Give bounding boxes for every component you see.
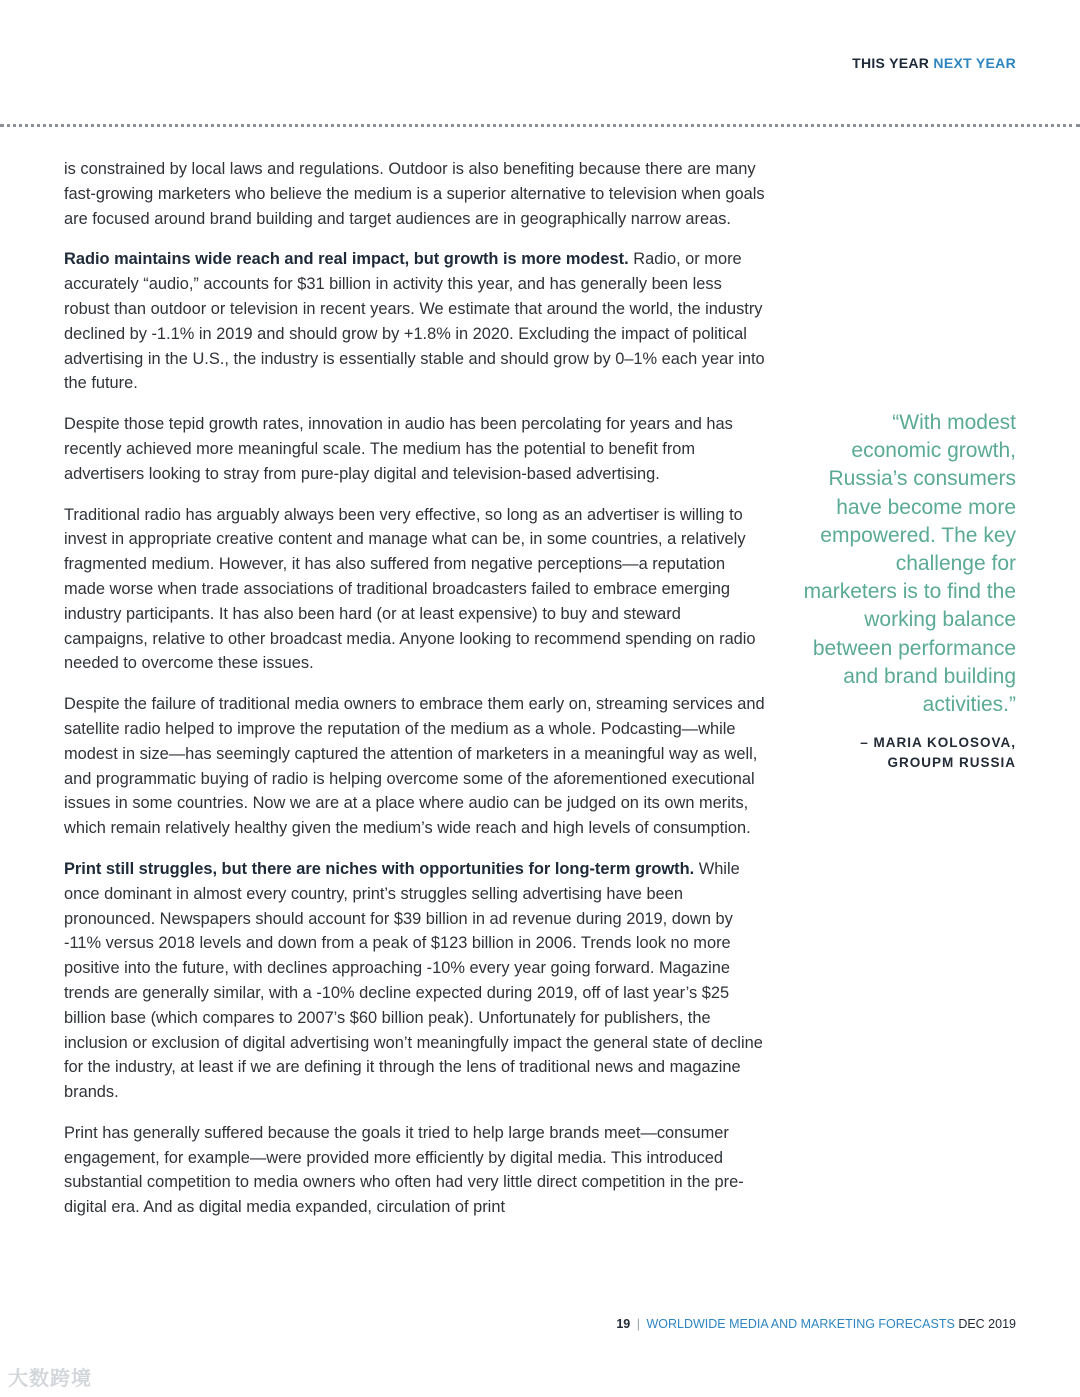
quote-org: GROUPM RUSSIA — [887, 755, 1016, 771]
page-footer — [616, 1317, 1016, 1331]
print-text: While once dominant in almost every country, print’s struggles selling advertising have been pronounced. Newspapers should account for $39 billion in ad revenue during 2019, down by -11% versus 2018 levels and down from a peak of $123 billion in 2006. Trends look no more positive into the future, with declines approaching -10% every year going forward. Magazine trends are generally similar, with a -10% decline expected during 2019, off of last year’s $25 billion base (which compares to 2007’s $60 billion peak). Unfortunately for publishers, the inclusion or exclusion of digital advertising won’t meaningfully impact the general state of decline for the industry, at least if we are defining it through the lens of traditional news and magazine brands. — [64, 859, 763, 1102]
next-year-label: NEXT YEAR — [933, 55, 1016, 71]
radio-heading: Radio maintains wide reach and real impact, but growth is more modest. — [64, 250, 629, 269]
publication-title: WORLDWIDE MEDIA AND MARKETING FORECASTS — [646, 1317, 955, 1331]
dotted-divider — [0, 124, 1080, 127]
paragraph-audio-innovation: Despite those tepid growth rates, innovation in audio has been percolating for years and has recently achieved more meaningful scale. The medium has the potential to benefit from advertisers looking to stray from pure-play digital and television-based advertising. — [64, 415, 733, 483]
print-heading: Print still struggles, but there are niches with opportunities for long-term growth. — [64, 859, 695, 878]
paragraph-traditional-radio: Traditional radio has arguably always been very effective, so long as an advertiser is willing to invest in appropriate creative content and manage what can be, in some countries, a relatively fragmented medium. However, it has also suffered from negative perceptions—a reputation made worse when trade associations of traditional broadcasters failed to embrace emerging industry participants. It has also been hard (or at least expensive) to buy and steward campaigns, relative to other broadcast media. Anyone looking to recommend spending on radio needed to overcome these issues. — [64, 505, 756, 673]
quote-text: “With modest economic growth, Russia’s consumers have become more empowered. The key challenge for marketers is to find the working balance between performance and brand building activities.” — [803, 411, 1016, 717]
publication-date: DEC 2019 — [958, 1317, 1016, 1331]
footer-separator: | — [636, 1317, 640, 1331]
article-body — [64, 157, 766, 1236]
section-header — [852, 55, 1016, 71]
paragraph-radio — [64, 247, 766, 396]
pull-quote — [801, 409, 1016, 773]
paragraph-print-suffered: Print has generally suffered because the goals it tried to help large brands meet—consumer engagement, for example—were provided more efficiently by digital media. This introduced substantial competition to media owners who often had very little direct competition in the pre-digital era. And as digital media expanded, circulation of print — [64, 1123, 744, 1217]
radio-text: Radio, or more accurately “audio,” accounts for $31 billion in activity this year, and has generally been less robust than outdoor or television in recent years. We estimate that around the world, the industry declined by -1.1% in 2019 and should grow by +1.8% in 2020. Excluding the impact of political advertising in the U.S., the industry is essentially stable and should grow by 0–1% each year into the future. — [64, 250, 765, 393]
this-year-label: THIS YEAR — [852, 55, 930, 71]
quote-attribution — [801, 733, 1016, 773]
paragraph-print — [64, 857, 766, 1105]
paragraph-streaming: Despite the failure of traditional media owners to embrace them early on, streaming services and satellite radio helped to improve the reputation of the medium as a whole. Podcasting—while modest in size—has seemingly captured the attention of marketers in a meaningful way as well, and programmatic buying of radio is helping overcome some of the aforementioned executional issues in some countries. Now we are at a place where audio can be judged on its own merits, which remain relatively healthy given the medium’s wide reach and high levels of consumption. — [64, 695, 765, 838]
quote-author: – MARIA KOLOSOVA, — [860, 735, 1016, 751]
page-number: 19 — [616, 1317, 631, 1331]
paragraph-outdoor: is constrained by local laws and regulations. Outdoor is also benefiting because there are many fast-growing marketers who believe the medium is a superior alternative to television when goals are focused around brand building and target audiences are in geographically narrow areas. — [64, 160, 765, 228]
watermark: 大数跨境 — [8, 1368, 92, 1390]
